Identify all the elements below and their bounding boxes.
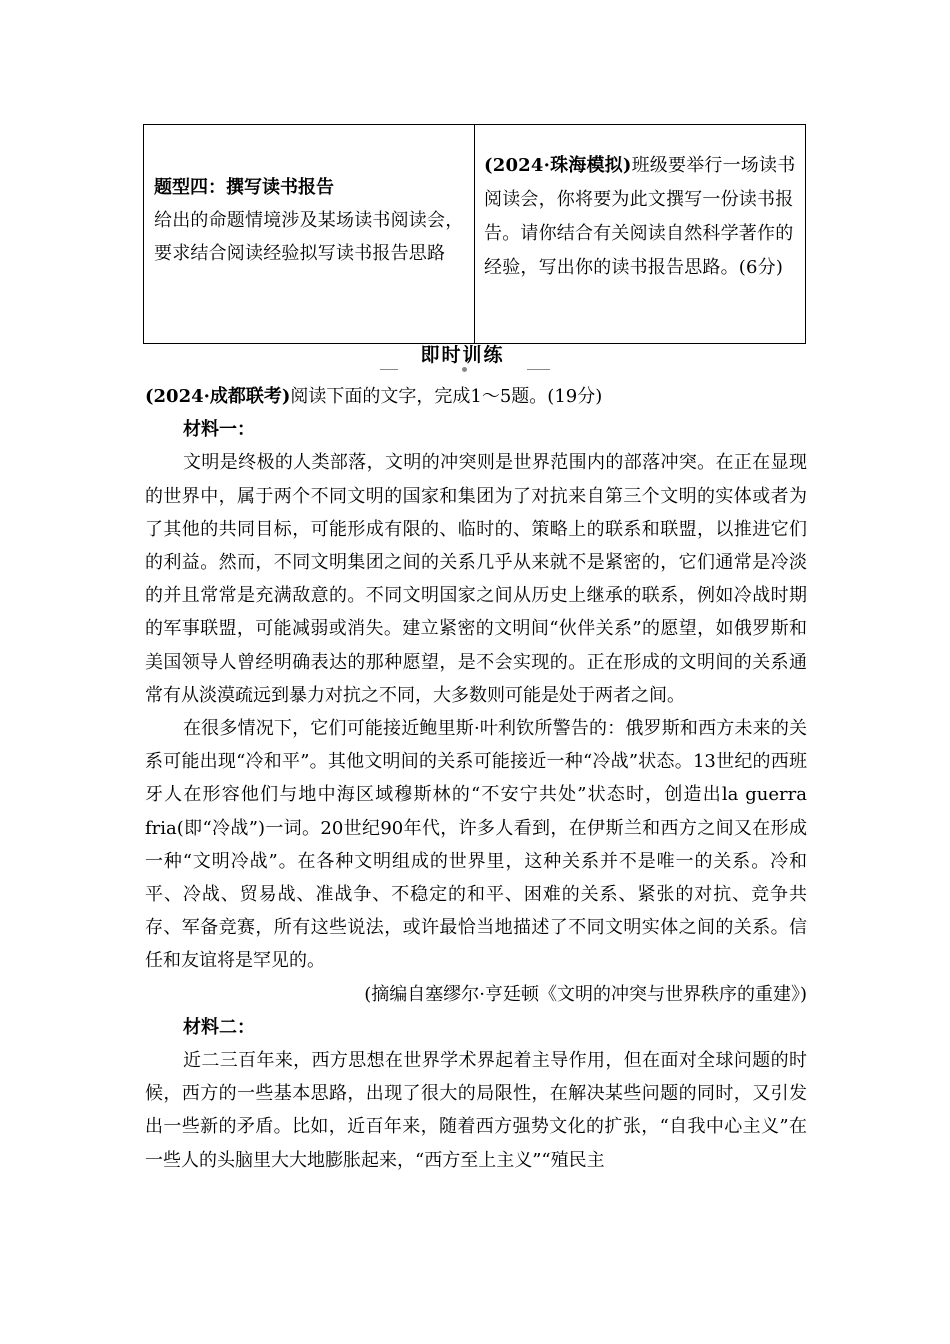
banner-dot-icon xyxy=(462,367,467,372)
intro-source: (2024·成都联考) xyxy=(145,386,291,407)
question-type-description: 给出的命题情境涉及某场读书阅读会，要求结合阅读经验拟写读书报告思路 xyxy=(154,210,464,264)
example-source: (2024·珠海模拟) xyxy=(484,155,632,176)
example-text: 班级要举行一场读书阅读会，你将要为此文撰写一份读书报告。请你结合有关阅读自然科学著作的经验，写出你的读书报告思路。(6分) xyxy=(484,155,796,278)
example-question xyxy=(484,149,797,285)
intro-text: 阅读下面的文字，完成1～5题。(19分) xyxy=(290,386,603,407)
material1-source: (摘编自塞缪尔·亨廷顿《文明的冲突与世界秩序的重建》) xyxy=(364,983,807,1005)
material2-paragraph: 近二三百年来，西方思想在世界学术界起着主导作用，但在面对全球问题的时候，西方的一些基本思路，出现了很大的局限性，在解决某些问题的同时，又引发出一些新的矛盾。比如，近百年来，随着西方强势文化的扩张，“自我中心主义”在一些人的头脑里大大地膨胀起来，“西方至上主义”“殖民主 xyxy=(145,1050,807,1171)
banner-line-left xyxy=(380,369,398,370)
reading-content xyxy=(145,380,807,1177)
banner-title: 即时训练 xyxy=(420,344,505,366)
exercise-intro xyxy=(145,380,807,413)
section-banner xyxy=(380,339,550,373)
material1-paragraph: 在很多情况下，它们可能接近鲍里斯·叶利钦所警告的：俄罗斯和西方未来的关系可能出现“冷和平”。其他文明间的关系可能接近一种“冷战”状态。13世纪的西班牙人在形容他们与地中海区域穆斯林的“不安宁共处”状态时，创造出la guerra fria(即“冷战”)一词。20世纪90年代，许多人看到，在伊斯兰和西方之间又在形成一种“文明冷战”。在各种文明组成的世界里，这种关系并不是唯一的关系。冷和平、冷战、贸易战、准战争、不稳定的和平、困难的关系、紧张的对抗、竞争共存、军备竞赛，所有这些说法，或许最恰当地描述了不同文明实体之间的关系。信任和友谊将是罕见的。 xyxy=(145,718,807,972)
material1-paragraph: 文明是终极的人类部落，文明的冲突则是世界范围内的部落冲突。在正在显现的世界中，属于两个不同文明的国家和集团为了对抗来自第三个文明的实体或者为了其他的共同目标，可能形成有限的、临时的、策略上的联系和联盟，以推进它们的利益。然而，不同文明集团之间的关系几乎从来就不是紧密的，它们通常是冷淡的并且常常是充满敌意的。不同文明国家之间从历史上继承的联系，例如冷战时期的军事联盟，可能减弱或消失。建立紧密的文明间“伙伴关系”的愿望，如俄罗斯和美国领导人曾经明确表达的那种愿望，是不会实现的。正在形成的文明间的关系通常有从淡漠疏远到暴力对抗之不同，大多数则可能是处于两者之间。 xyxy=(145,452,807,706)
banner-line-right xyxy=(527,369,550,370)
question-type-heading: 题型四：撰写读书报告 xyxy=(154,177,334,198)
material2-heading: 材料二： xyxy=(183,1016,255,1038)
material1-heading: 材料一： xyxy=(183,419,255,441)
question-type-table xyxy=(143,124,806,344)
table-cell-type xyxy=(144,125,475,343)
table-cell-example xyxy=(475,125,805,343)
